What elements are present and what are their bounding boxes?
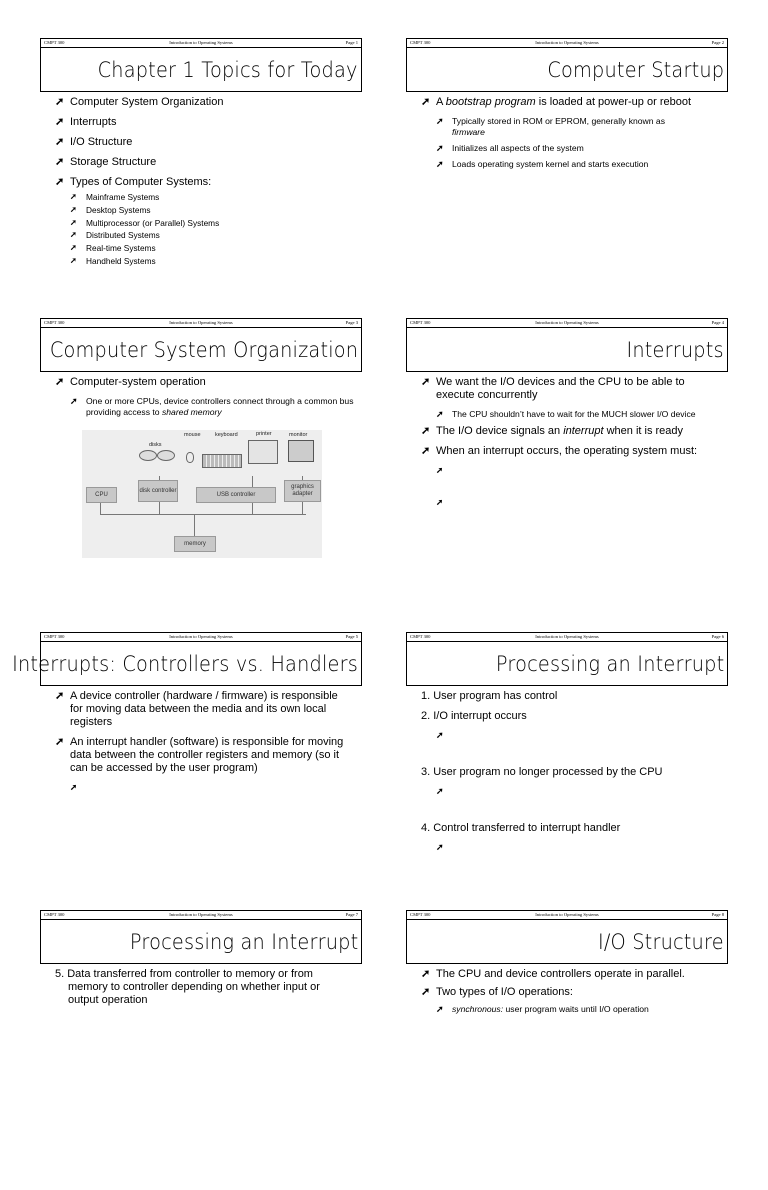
- arrow-icon: ➚: [55, 376, 65, 388]
- numbered-step: 2. I/O interrupt occurs: [421, 710, 527, 722]
- bus-line: [194, 514, 195, 536]
- page-number: Page 6: [711, 634, 724, 639]
- bus-line: [100, 501, 101, 515]
- bullet: ➚ Interrupts: [55, 116, 117, 128]
- slide-body: [421, 690, 721, 878]
- page-number: Page 3: [345, 320, 358, 325]
- subject-label: Introduction to Operating Systems: [169, 320, 233, 325]
- course-label: CMPT 300: [410, 40, 431, 45]
- bus-line: [100, 514, 306, 515]
- subject-label: Introduction to Operating Systems: [535, 320, 599, 325]
- slide-header: [40, 632, 362, 641]
- page-number: Page 4: [711, 320, 724, 325]
- course-label: CMPT 300: [44, 912, 65, 917]
- arrow-icon: ➚: [421, 986, 431, 998]
- course-label: CMPT 300: [410, 912, 431, 917]
- sub-bullet: ➚ Desktop Systems: [70, 204, 151, 215]
- sub-bullet: ➚ One or more CPUs, device controllers connect through a common bus providing access to shared memory: [70, 396, 354, 417]
- arrow-icon: ➚: [421, 425, 431, 437]
- page-number: Page 5: [345, 634, 358, 639]
- mouse-icon: [186, 452, 194, 463]
- sub-bullet: ➚ Mainframe Systems: [70, 192, 160, 202]
- page-number: Page 8: [711, 912, 724, 917]
- page-number: Page 1: [345, 40, 358, 45]
- system-diagram: [82, 430, 322, 558]
- arrow-icon: ➚: [436, 465, 444, 475]
- sub-bullet: ➚ Typically stored in ROM or EPROM, generally known as firmware: [436, 116, 666, 137]
- sub-bullet: ➚ synchronous: user program waits until I/O operation: [436, 1004, 649, 1014]
- empty-sub-bullet: [421, 465, 721, 497]
- course-label: CMPT 300: [410, 320, 431, 325]
- usb-controller-box: USB controller: [196, 487, 276, 503]
- title-box: [12, 641, 362, 686]
- slide-header: [40, 318, 362, 327]
- monitor-label: monitor: [289, 432, 308, 438]
- sub-bullet: ➚ Distributed Systems: [70, 230, 160, 241]
- bullet: ➚ The CPU and device controllers operate in parallel.: [421, 968, 685, 980]
- arrow-icon: ➚: [70, 396, 78, 406]
- arrow-icon: ➚: [55, 116, 65, 128]
- arrow-icon: ➚: [70, 243, 77, 253]
- numbered-step: 4. Control transferred to interrupt handler: [421, 822, 621, 834]
- slide-title: Computer System Organization: [49, 338, 358, 362]
- arrow-icon: ➚: [70, 204, 77, 214]
- subject-label: Introduction to Operating Systems: [169, 912, 233, 917]
- course-label: CMPT 300: [44, 634, 65, 639]
- bullet: ➚ We want the I/O devices and the CPU to be able to execute concurrently: [421, 376, 685, 401]
- arrow-icon: ➚: [436, 116, 444, 126]
- slide-header: [406, 318, 728, 327]
- arrow-icon: ➚: [70, 255, 77, 265]
- arrow-icon: ➚: [436, 786, 444, 796]
- title-box: [406, 327, 728, 372]
- cpu-box: CPU: [86, 487, 117, 503]
- arrow-icon: ➚: [436, 730, 444, 740]
- sub-bullet: ➚ Real-time Systems: [70, 243, 156, 254]
- numbered-step: 1. User program has control: [421, 690, 558, 702]
- bullet: ➚ A device controller (hardware / firmware) is responsible for moving data between the media and its own local registers: [55, 690, 338, 728]
- arrow-icon: ➚: [436, 409, 444, 419]
- bullet: ➚ I/O Structure: [55, 136, 133, 148]
- arrow-icon: ➚: [421, 376, 431, 388]
- title-box: [406, 641, 728, 686]
- title-box: [40, 919, 362, 964]
- bullet: ➚ Computer-system operation: [55, 376, 206, 388]
- empty-sub-bullet: [421, 730, 721, 766]
- arrow-icon: ➚: [55, 176, 65, 188]
- subject-label: Introduction to Operating Systems: [169, 634, 233, 639]
- bullet: ➚ Computer System Organization: [55, 96, 224, 108]
- bullet: ➚ Two types of I/O operations:: [421, 986, 573, 998]
- arrow-icon: ➚: [421, 96, 431, 108]
- slide-header: [406, 910, 728, 919]
- slide-7: [40, 910, 362, 1190]
- arrow-icon: ➚: [55, 96, 65, 108]
- arrow-icon: ➚: [436, 497, 444, 507]
- disk-icon: [157, 450, 175, 461]
- sub-bullet: ➚ The CPU shouldn’t have to wait for the MUCH slower I/O device: [436, 409, 696, 419]
- monitor-icon: [288, 440, 314, 462]
- empty-sub-bullet: [421, 497, 721, 523]
- bus-line: [302, 501, 303, 515]
- page-number: Page 7: [345, 912, 358, 917]
- course-label: CMPT 300: [44, 40, 65, 45]
- arrow-icon: ➚: [55, 690, 65, 702]
- page-number: Page 2: [711, 40, 724, 45]
- slide-title: Processing an Interrupt: [129, 930, 358, 954]
- slide-header: [40, 910, 362, 919]
- title-box: [406, 47, 728, 92]
- sub-bullet: ➚ Multiprocessor (or Parallel) Systems: [70, 217, 220, 228]
- arrow-icon: ➚: [436, 143, 444, 153]
- arrow-icon: ➚: [70, 782, 78, 792]
- slide-title: Interrupts: [626, 338, 724, 362]
- course-label: CMPT 300: [44, 320, 65, 325]
- slide-body: [55, 968, 340, 1014]
- arrow-icon: ➚: [421, 445, 431, 457]
- slide-header: [406, 38, 728, 47]
- bullet: ➚ An interrupt handler (software) is responsible for moving data between the controller registers and memory (so it can be accessed by the user program): [55, 736, 344, 774]
- bullet: ➚ Storage Structure: [55, 156, 157, 168]
- title-box: [40, 327, 362, 372]
- memory-box: memory: [174, 536, 216, 552]
- slide-title: Chapter 1 Topics for Today: [98, 58, 358, 82]
- empty-sub-bullet: [421, 786, 721, 822]
- graphics-adapter-box: graphics adapter: [284, 480, 321, 502]
- arrow-icon: ➚: [436, 1004, 444, 1014]
- slide-body: [55, 376, 355, 423]
- keyboard-icon: [202, 454, 242, 468]
- bus-line: [252, 501, 253, 515]
- slide-title: Computer Startup: [547, 58, 724, 82]
- slide-body: [421, 96, 721, 175]
- subject-label: Introduction to Operating Systems: [169, 40, 233, 45]
- slide-body: [55, 96, 355, 268]
- slide-5: [12, 632, 362, 912]
- slide-body: [421, 968, 721, 1020]
- sub-bullet: ➚ Handheld Systems: [70, 255, 156, 266]
- slide-title: Processing an Interrupt: [495, 652, 724, 676]
- arrow-icon: ➚: [70, 230, 77, 240]
- arrow-icon: ➚: [55, 736, 65, 748]
- bullet: ➚ Types of Computer Systems:: [55, 176, 212, 188]
- arrow-icon: ➚: [70, 192, 77, 201]
- slide-8: [406, 910, 728, 1190]
- numbered-step: 5. Data transferred from controller to memory or from memory to controller depending on whether input or output operation: [55, 968, 320, 1006]
- slide-body: [421, 376, 721, 523]
- keyboard-label: keyboard: [215, 432, 238, 438]
- slide-title: Interrupts: Controllers vs. Handlers: [12, 652, 358, 676]
- title-box: [406, 919, 728, 964]
- arrow-icon: ➚: [55, 136, 65, 148]
- sub-bullet: ➚ Loads operating system kernel and starts execution: [436, 159, 649, 169]
- slide-1: [40, 38, 362, 318]
- disk-controller-box: disk controller: [138, 480, 178, 502]
- slide-body: [55, 690, 355, 808]
- title-box: [40, 47, 362, 92]
- printer-label: printer: [256, 431, 272, 437]
- mouse-label: mouse: [184, 432, 201, 438]
- arrow-icon: ➚: [70, 217, 77, 227]
- sub-bullet: ➚ Initializes all aspects of the system: [436, 143, 584, 153]
- course-label: CMPT 300: [410, 634, 431, 639]
- bullet: ➚ A bootstrap program is loaded at power-up or reboot: [421, 96, 692, 108]
- numbered-step: 3. User program no longer processed by the CPU: [421, 766, 663, 778]
- arrow-icon: ➚: [436, 159, 444, 169]
- subject-label: Introduction to Operating Systems: [535, 40, 599, 45]
- slide-header: [406, 632, 728, 641]
- slide-2: [406, 38, 728, 318]
- bus-line: [159, 501, 160, 515]
- slide-6: [406, 632, 728, 912]
- slide-3: [40, 318, 362, 598]
- arrow-icon: ➚: [55, 156, 65, 168]
- subject-label: Introduction to Operating Systems: [535, 634, 599, 639]
- disk-icon: [139, 450, 157, 461]
- bullet: ➚ The I/O device signals an interrupt when it is ready: [421, 425, 684, 437]
- empty-sub-bullet: [55, 782, 355, 808]
- arrow-icon: ➚: [421, 968, 431, 980]
- printer-icon: [248, 440, 278, 464]
- subject-label: Introduction to Operating Systems: [535, 912, 599, 917]
- bullet: ➚ When an interrupt occurs, the operating system must:: [421, 445, 698, 457]
- empty-sub-bullet: [421, 842, 721, 878]
- slide-header: [40, 38, 362, 47]
- disks-label: disks: [149, 442, 162, 448]
- arrow-icon: ➚: [436, 842, 444, 852]
- slide-title: I/O Structure: [598, 930, 724, 954]
- slide-4: [406, 318, 728, 598]
